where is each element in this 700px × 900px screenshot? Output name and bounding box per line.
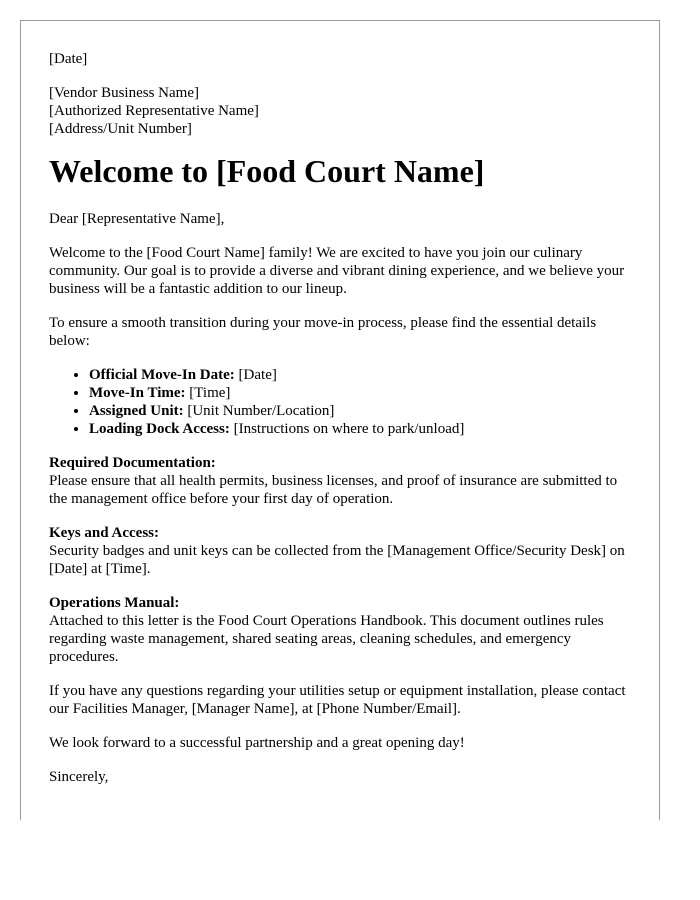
list-item-move-in-time <box>89 384 639 402</box>
section-operations-manual <box>49 594 639 666</box>
letter-title: Welcome to [Food Court Name] <box>49 153 485 189</box>
detail-label: Move-In Time: <box>89 385 186 401</box>
contact-paragraph: If you have any questions regarding your utilities setup or equipment installation, please contact our Facilities Manager, [Manager Name], at [Phone Number/Email]. <box>49 683 626 717</box>
salutation: Dear [Representative Name], <box>49 211 225 227</box>
move-in-details-list <box>49 366 639 438</box>
section-body: Please ensure that all health permits, business licenses, and proof of insurance are submitted to the management office before your first day of operation. <box>49 473 618 507</box>
letter-page <box>20 20 660 820</box>
section-required-documentation <box>49 454 639 508</box>
section-heading: Operations Manual: <box>49 595 180 611</box>
letter-date: [Date] <box>49 51 88 67</box>
letter-content <box>49 50 639 802</box>
list-item-assigned-unit <box>89 402 639 420</box>
transition-paragraph: To ensure a smooth transition during your move-in process, please find the essential details below: <box>49 315 597 349</box>
closing-remark: We look forward to a successful partnership and a great opening day! <box>49 735 465 751</box>
recipient-address-block <box>49 84 639 138</box>
intro-paragraph: Welcome to the [Food Court Name] family! We are excited to have you join our culinary community. Our goal is to provide a diverse and vibrant dining experience, and we believe your business will be a fantastic addition to our lineup. <box>49 245 625 297</box>
detail-label: Assigned Unit: <box>89 403 184 419</box>
list-item-loading-dock <box>89 420 639 438</box>
section-body: Attached to this letter is the Food Court Operations Handbook. This document outlines rules regarding waste management, shared seating areas, cleaning schedules, and emergency procedures. <box>49 613 604 665</box>
section-body: Security badges and unit keys can be collected from the [Management Office/Security Desk] on [Date] at [Time]. <box>49 543 625 577</box>
section-heading: Required Documentation: <box>49 455 216 471</box>
section-heading: Keys and Access: <box>49 525 159 541</box>
detail-label: Loading Dock Access: <box>89 421 230 437</box>
signoff: Sincerely, <box>49 769 109 785</box>
detail-label: Official Move-In Date: <box>89 367 235 383</box>
address-unit-number: [Address/Unit Number] <box>49 121 192 137</box>
detail-value: [Unit Number/Location] <box>183 403 335 419</box>
detail-value: [Instructions on where to park/unload] <box>229 421 465 437</box>
authorized-representative-name: [Authorized Representative Name] <box>49 103 259 119</box>
list-item-move-in-date <box>89 366 639 384</box>
detail-value: [Time] <box>185 385 231 401</box>
vendor-business-name: [Vendor Business Name] <box>49 85 199 101</box>
detail-value: [Date] <box>234 367 277 383</box>
section-keys-and-access <box>49 524 639 578</box>
